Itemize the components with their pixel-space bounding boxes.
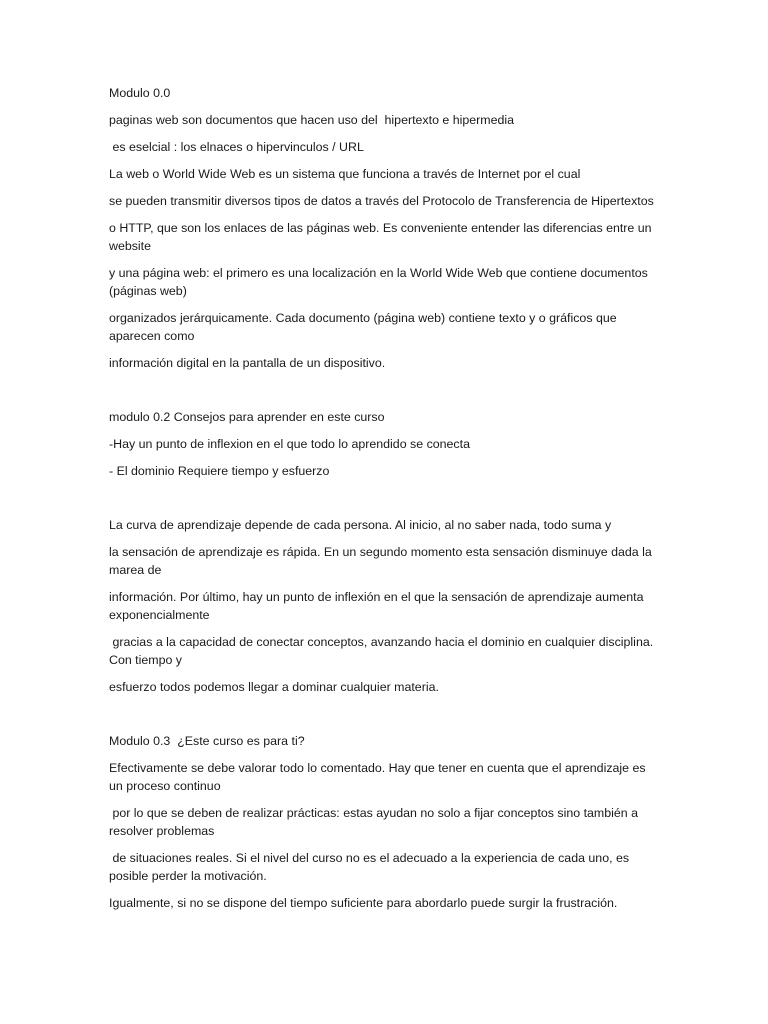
paragraph: La curva de aprendizaje depende de cada persona. Al inicio, al no saber nada, todo suma y [109,518,612,532]
paragraph: por lo que se deben de realizar prácticas: estas ayudan no solo a fijar conceptos sino también a resolver problemas [109,806,642,838]
heading-modulo-0-2: modulo 0.2 Consejos para aprender en este curso [109,410,385,424]
list-item: - El dominio Requiere tiempo y esfuerzo [109,464,330,478]
paragraph: La web o World Wide Web es un sistema que funciona a través de Internet por el cual [109,167,581,181]
paragraph: paginas web son documentos que hacen uso del hipertexto e hipermedia [109,113,515,127]
paragraph: esfuerzo todos podemos llegar a dominar cualquier materia. [109,680,439,694]
heading-modulo-0-0: Modulo 0.0 [109,86,171,100]
paragraph: de situaciones reales. Si el nivel del curso no es el adecuado a la experiencia de cada uno, es posible perder la motivación. [109,851,633,883]
paragraph: Efectivamente se debe valorar todo lo comentado. Hay que tener en cuenta que el aprendizaje es un proceso continuo [109,761,650,793]
paragraph: Igualmente, si no se dispone del tiempo suficiente para abordarlo puede surgir la frustración. [109,896,618,910]
paragraph: y una página web: el primero es una localización en la World Wide Web que contiene documentos (páginas web) [109,266,652,298]
list-item: -Hay un punto de inflexion en el que todo lo aprendido se conecta [109,437,470,451]
paragraph: o HTTP, que son los enlaces de las páginas web. Es conveniente entender las diferencias entre un website [109,221,655,253]
paragraph: organizados jerárquicamente. Cada documento (página web) contiene texto y o gráficos que aparecen como [109,311,621,343]
paragraph: información. Por último, hay un punto de inflexión en el que la sensación de aprendizaje aumenta exponencialmente [109,590,647,622]
document-body [109,84,661,912]
paragraph: información digital en la pantalla de un dispositivo. [109,356,386,370]
heading-modulo-0-3: Modulo 0.3 ¿Este curso es para ti? [109,734,305,748]
paragraph: gracias a la capacidad de conectar conceptos, avanzando hacia el dominio en cualquier disciplina. Con tiempo y [109,635,657,667]
paragraph: la sensación de aprendizaje es rápida. En un segundo momento esta sensación disminuye dada la marea de [109,545,656,577]
paragraph: es eselcial : los elnaces o hipervinculos / URL [109,140,364,154]
paragraph: se pueden transmitir diversos tipos de datos a través del Protocolo de Transferencia de Hipertextos [109,194,654,208]
